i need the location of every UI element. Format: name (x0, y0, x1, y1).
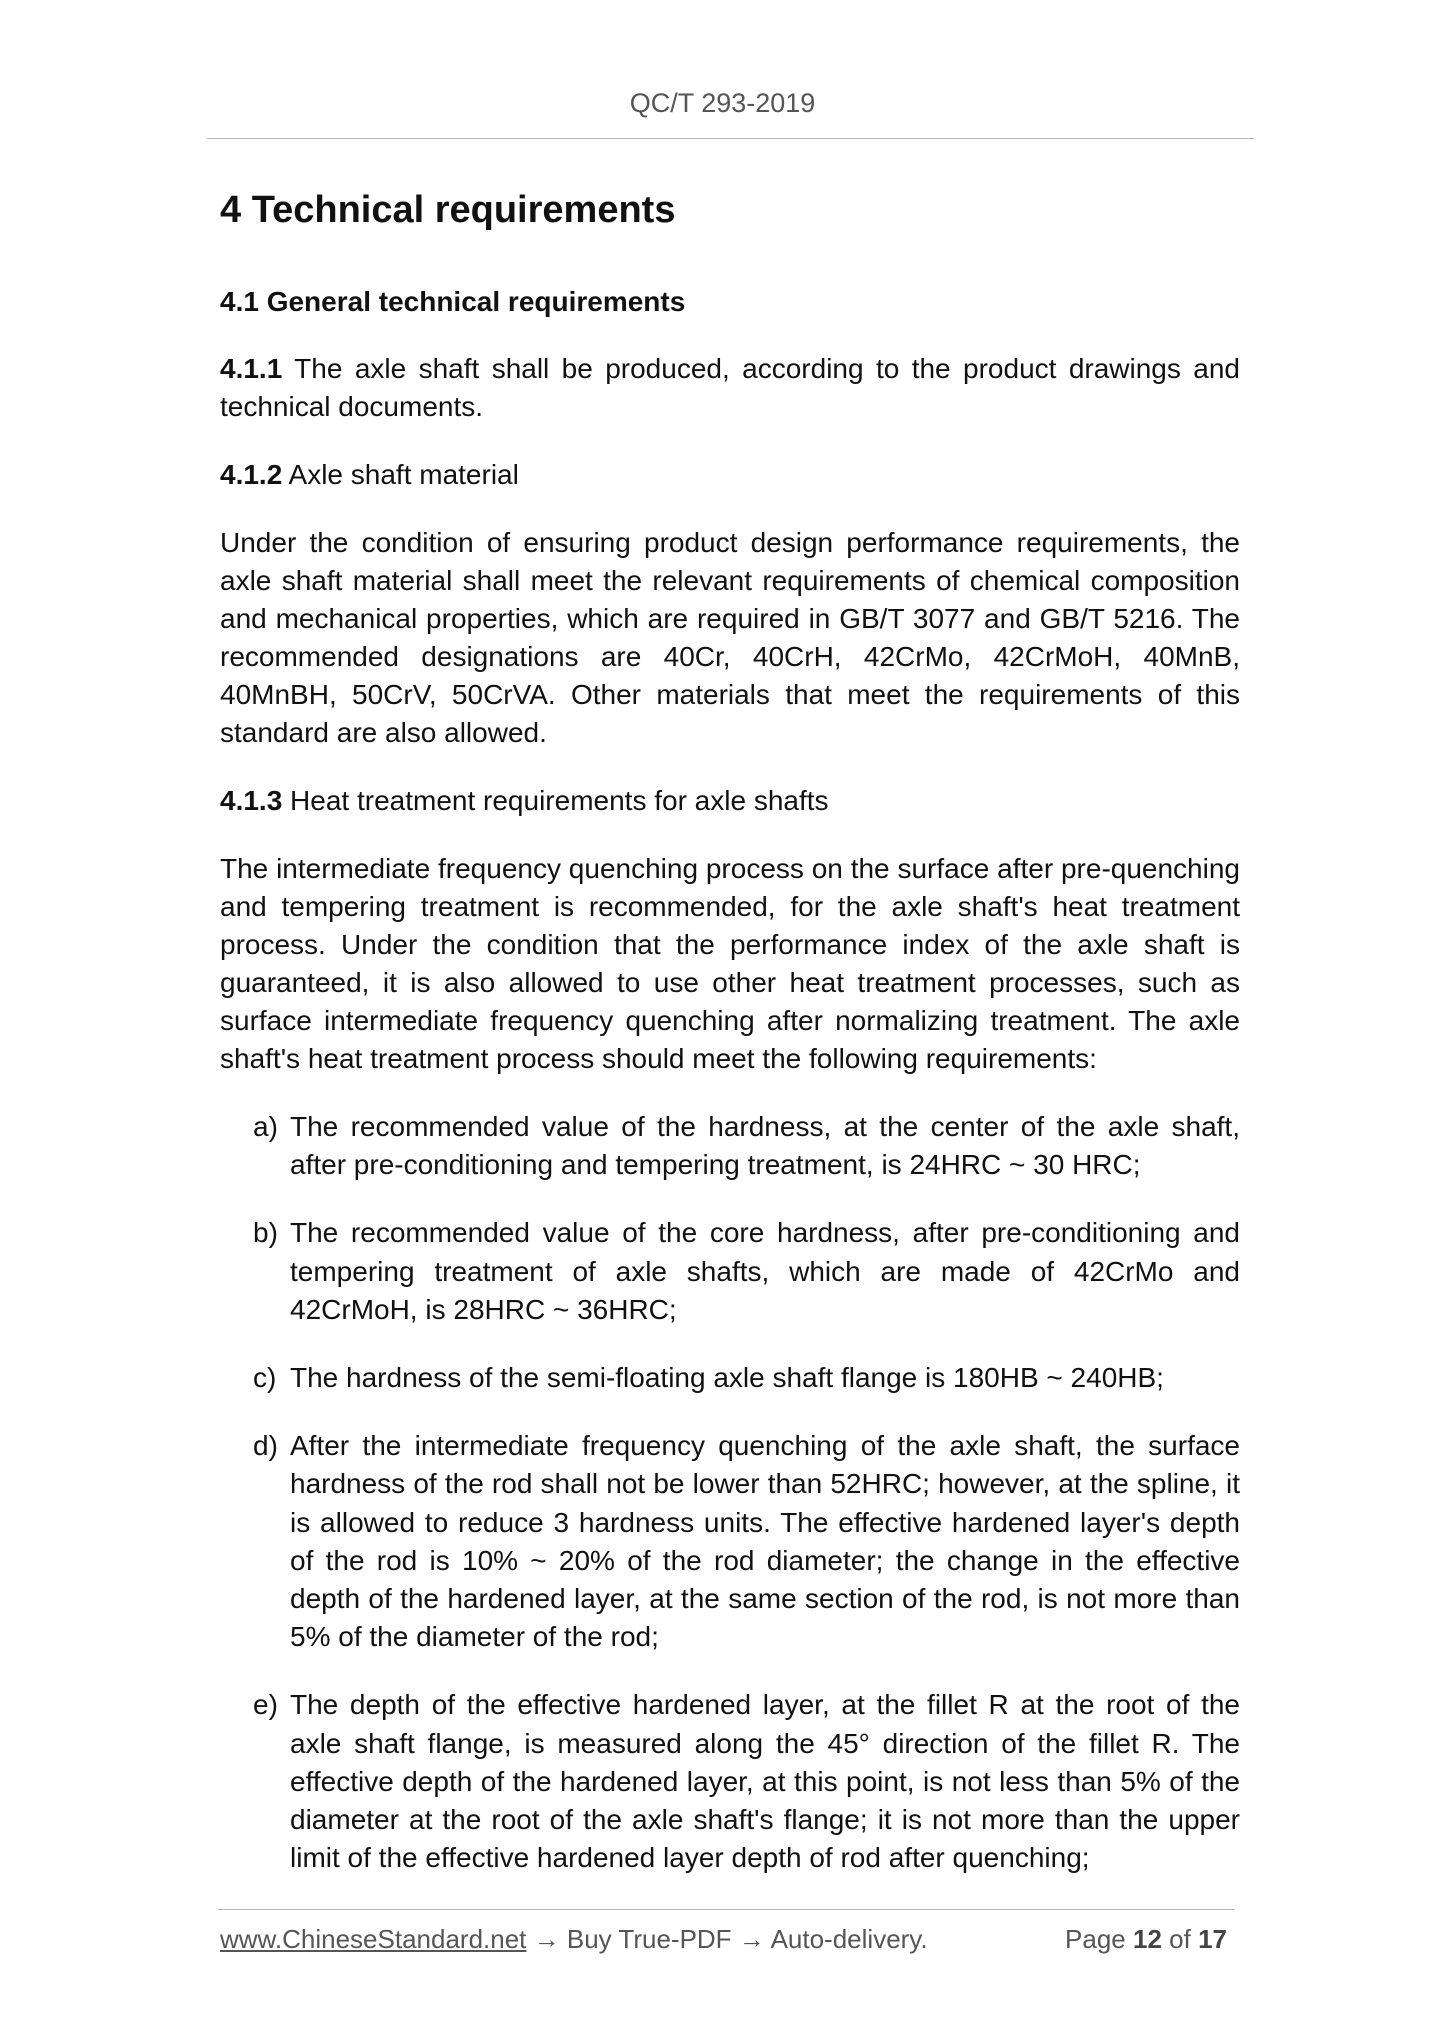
list-item (253, 1214, 1240, 1329)
list-item-text: The recommended value of the hardness, at the center of the axle shaft, after pre-conditioning and tempering treatment, is 24HRC ~ 30 HRC; (290, 1111, 1240, 1181)
list-item-text: The hardness of the semi-floating axle shaft flange is 180HB ~ 240HB; (290, 1362, 1164, 1394)
list-item (253, 1686, 1240, 1877)
list-item (253, 1427, 1240, 1656)
page-label: Page (1065, 1924, 1126, 1954)
list-marker: a) (253, 1111, 278, 1142)
clause-number: 4.1.3 (220, 785, 283, 816)
clause-text: The axle shaft shall be produced, according to the product drawings and technical documents. (220, 353, 1240, 422)
list-item-text: After the intermediate frequency quenching of the axle shaft, the surface hardness of the rod shall not be lower than 52HRC; however, at the spline, it is allowed to reduce 3 hardness units. The effective hardened layer's depth of the rod is 10% ~ 20% of the rod diameter; the change in the effective depth of the hardened layer, at the same section of the rod, is not more than 5% of the diameter of the rod; (290, 1430, 1240, 1653)
clause-4-1-1 (220, 350, 1240, 426)
list-marker: d) (253, 1430, 278, 1462)
page-total: 17 (1198, 1924, 1227, 1954)
list-item-text: The depth of the effective hardened layer, at the fillet R at the root of the axle shaft flange, is measured along the 45° direction of the fillet R. The effective depth of the hardened layer, at this point, is not less than 5% of the diameter at the root of the axle shaft's flange; it is not more than the upper limit of the effective hardened layer depth of rod after quenching; (290, 1689, 1240, 1874)
clause-4-1-2-body: Under the condition of ensuring product design performance requirements, the axle shaft material shall meet the relevant requirements of chemical composition and mechanical properties, which are required in GB/T 3077 and GB/T 5216. The recommended designations are 40Cr, 40CrH, 42CrMo, 42CrMoH, 40MnB, 40MnBH, 50CrV, 50CrVA. Other materials that meet the requirements of this standard are also allowed. (220, 527, 1240, 748)
header-divider (207, 138, 1254, 139)
page-content (220, 180, 1240, 1907)
page-current: 12 (1133, 1924, 1162, 1954)
clause-text: Axle shaft material (282, 459, 519, 490)
clause-4-1-3-body: The intermediate frequency quenching process on the surface after pre-quenching and tempering treatment is recommended, for the axle shaft's heat treatment process. Under the condition that the performance index of the axle shaft is guaranteed, it is also allowed to use other heat treatment processes, such as surface intermediate frequency quenching after normalizing treatment. The axle shaft's heat treatment process should meet the following requirements: (220, 853, 1240, 1074)
clause-4-1-3-heading (220, 782, 1240, 820)
section-title: 4 Technical requirements (220, 189, 676, 231)
clause-4-1-2-heading (220, 456, 1240, 494)
list-item (253, 1108, 1240, 1184)
footer-divider (218, 1909, 1235, 1910)
requirements-list (220, 1108, 1240, 1877)
list-item (253, 1359, 1240, 1397)
list-marker: e) (253, 1689, 278, 1721)
list-marker: c) (253, 1362, 277, 1394)
doc-id: QC/T 293-2019 (629, 88, 816, 118)
clause-number: 4.1.2 (220, 459, 283, 490)
website-link[interactable]: www.ChineseStandard.net (220, 1924, 527, 1954)
page-indicator (1065, 1924, 1227, 1955)
clause-number: 4.1.1 (220, 353, 283, 384)
document-footer (220, 1924, 1235, 1955)
document-header (0, 88, 1445, 119)
page-of: of (1169, 1924, 1191, 1954)
list-marker: b) (253, 1217, 278, 1249)
footer-promo-text: → Buy True-PDF → Auto-delivery. (526, 1924, 928, 1954)
clause-text: Heat treatment requirements for axle shafts (282, 785, 829, 816)
list-item-text: The recommended value of the core hardness, after pre-conditioning and tempering treatment of axle shafts, which are made of 42CrMo and 42CrMoH, is 28HRC ~ 36HRC; (290, 1217, 1240, 1325)
subsection-title: 4.1 General technical requirements (220, 286, 686, 317)
